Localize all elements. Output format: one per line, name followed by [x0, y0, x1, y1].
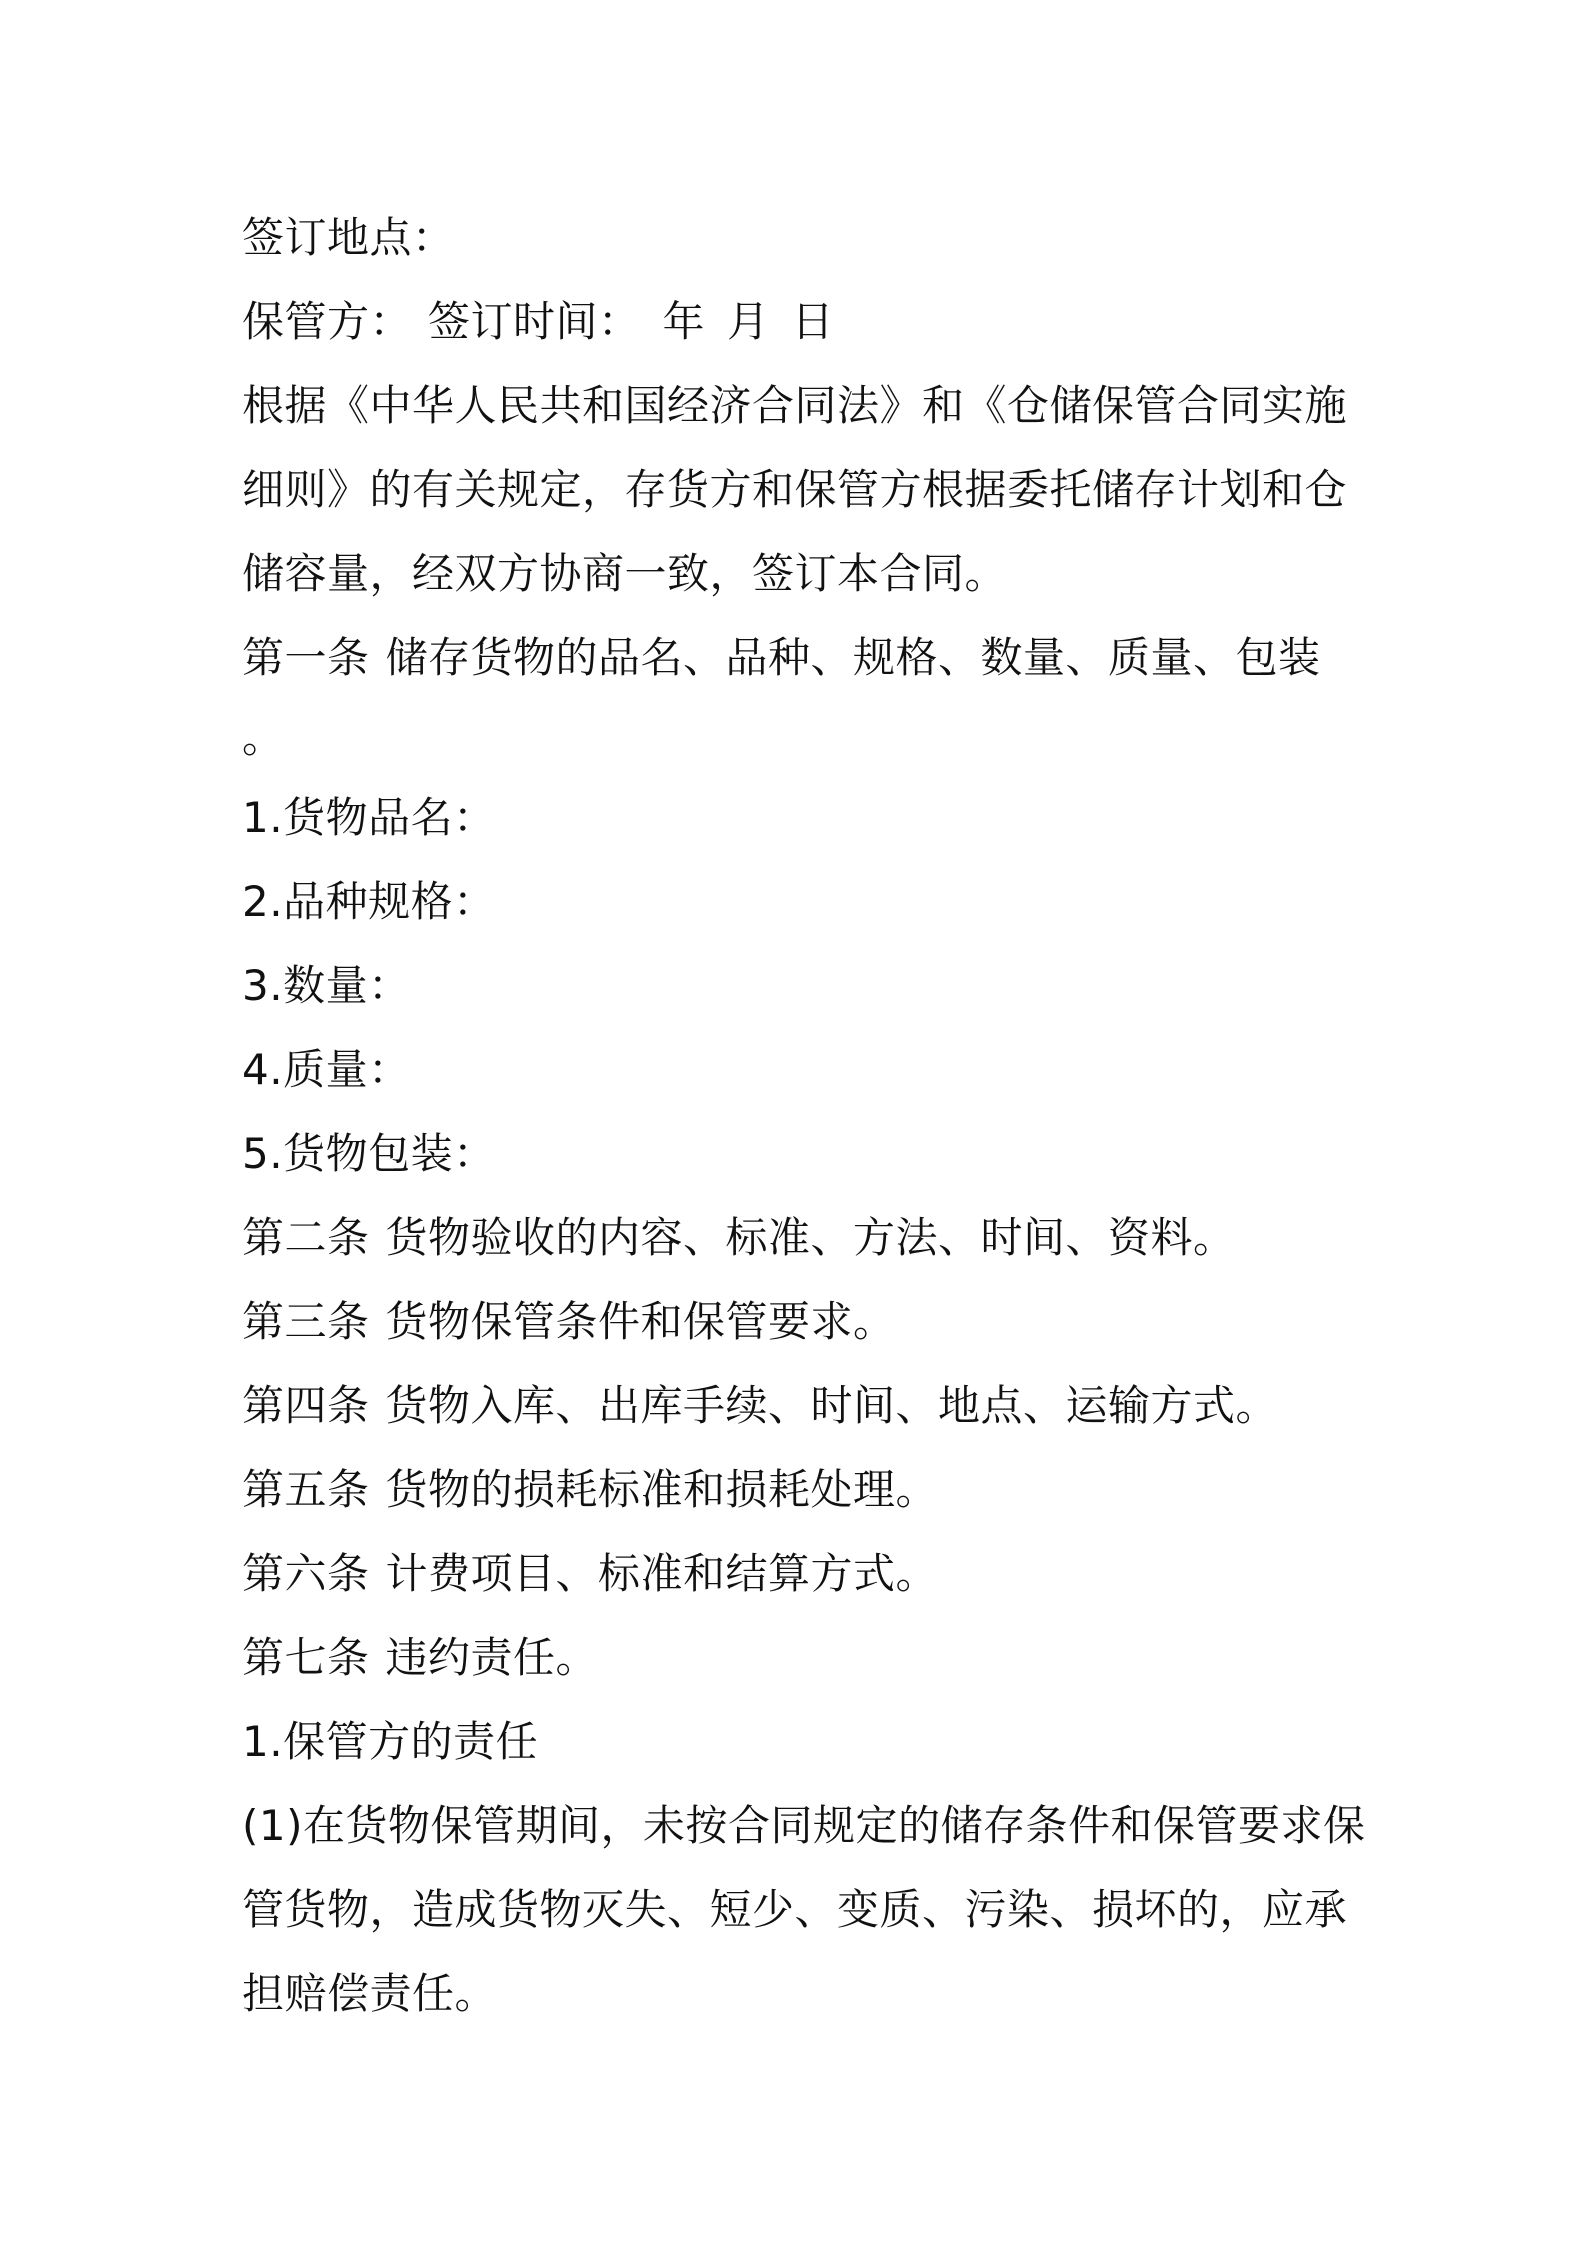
custodian-line	[242, 280, 1360, 364]
article-heading	[242, 1532, 1360, 1616]
day-label: 日	[791, 297, 835, 346]
article-heading	[242, 1616, 1360, 1700]
article-heading	[242, 1448, 1360, 1532]
article-7-subheading: 1.保管方的责任	[242, 1717, 539, 1766]
article-title: 计费项目、标准和结算方式。	[385, 1549, 939, 1598]
intro-line-1: 根据《中华人民共和国经济合同法》和《仓储保管合同实施	[242, 381, 1348, 430]
article-1-item: 3.数量：	[242, 961, 411, 1010]
article-1-number: 第一条	[242, 633, 370, 682]
custodian-label: 保管方：	[242, 297, 413, 346]
year-label: 年	[662, 297, 706, 346]
article-heading	[242, 1280, 1360, 1364]
article-number: 第二条	[242, 1213, 370, 1262]
sign-place-label: 签订地点：	[242, 213, 455, 262]
article-number: 第七条	[242, 1633, 370, 1682]
article-title: 货物保管条件和保管要求。	[385, 1297, 896, 1346]
article-heading	[242, 1364, 1360, 1448]
intro-line-2: 细则》的有关规定，存货方和保管方根据委托储存计划和仓	[242, 465, 1348, 514]
article-7-clause-1-line-3: 担赔偿责任。	[242, 1969, 498, 2018]
contract-body	[242, 196, 1366, 2036]
intro-line-3: 储容量，经双方协商一致，签订本合同。	[242, 549, 1008, 598]
article-7-clause-1-line-2: 管货物，造成货物灭失、短少、变质、污染、损坏的，应承	[242, 1885, 1348, 1934]
month-label: 月	[727, 297, 770, 346]
article-number: 第四条	[242, 1381, 370, 1430]
article-title: 货物的损耗标准和损耗处理。	[385, 1465, 939, 1514]
sign-place-line	[242, 196, 1360, 280]
sign-time-label: 签订时间：	[428, 297, 641, 346]
article-1-heading	[242, 616, 1360, 700]
article-title: 货物入库、出库手续、时间、地点、运输方式。	[385, 1381, 1279, 1430]
article-1-title: 储存货物的品名、品种、规格、数量、质量、包装	[385, 633, 1321, 682]
article-1-item: 1.货物品名：	[242, 793, 496, 842]
article-1-trailing-period: 。	[242, 713, 285, 762]
article-1-item: 5.货物包装：	[242, 1129, 496, 1178]
article-number: 第六条	[242, 1549, 370, 1598]
article-number: 第五条	[242, 1465, 370, 1514]
article-title: 货物验收的内容、标准、方法、时间、资料。	[385, 1213, 1236, 1262]
article-1-item: 2.品种规格：	[242, 877, 496, 926]
article-title: 违约责任。	[385, 1633, 599, 1682]
article-number: 第三条	[242, 1297, 370, 1346]
article-1-item: 4.质量：	[242, 1045, 411, 1094]
article-7-clause-1-line-1: (1)在货物保管期间，未按合同规定的储存条件和保管要求保	[242, 1801, 1366, 1850]
article-heading	[242, 1196, 1360, 1280]
